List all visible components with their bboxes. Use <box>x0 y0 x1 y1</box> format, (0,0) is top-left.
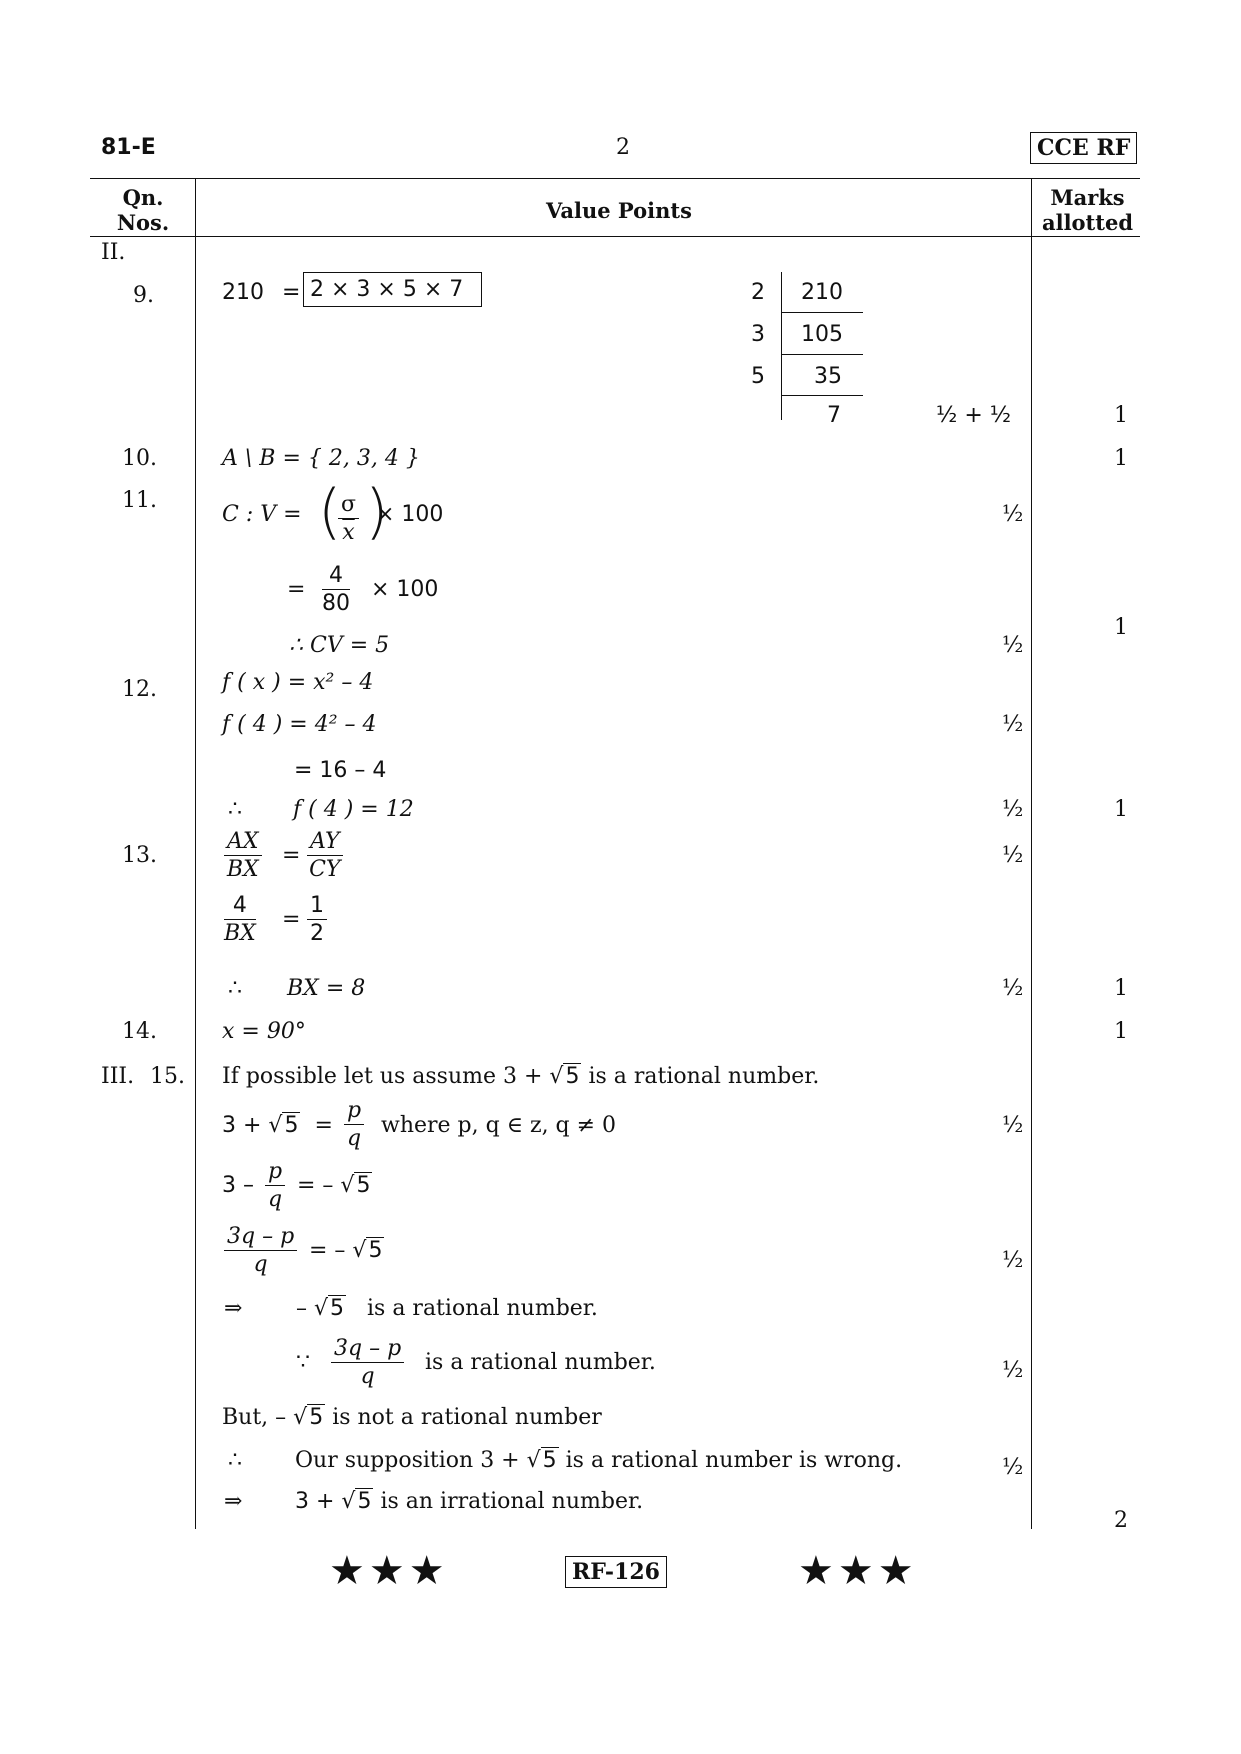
q11-fraction-2 <box>322 562 350 617</box>
col-divider-left <box>195 178 196 1529</box>
q13-result: BX = 8 <box>287 976 366 1001</box>
q15-l1-root: 5 <box>565 1064 580 1089</box>
q9-ladder-rule-3 <box>781 395 863 396</box>
q15-l9-three-plus: 3 + <box>295 1489 335 1514</box>
q15-l9-root: 5 <box>357 1489 372 1514</box>
q9-split-marks: ½ + ½ <box>936 403 1012 428</box>
q12-line-3: = 16 – 4 <box>294 758 387 783</box>
q15-l5-body: – √5 is a rational number. <box>296 1296 598 1321</box>
q9-marks: 1 <box>1114 403 1128 428</box>
q15-l7-root: 5 <box>309 1405 324 1430</box>
q13-bx-2: BX <box>224 921 256 946</box>
marks-header <box>1040 185 1135 235</box>
q11-half-mark-2: ½ <box>1002 633 1024 658</box>
q11-left-paren: ( <box>318 477 342 547</box>
q9-dividend-1: 210 <box>801 280 843 305</box>
question-number-10: 10. <box>122 446 157 471</box>
q15-l3-equals-minus: = – <box>297 1173 334 1198</box>
q13-fraction-ay-cy <box>307 828 343 883</box>
q15-l8-tail: is a rational number is wrong. <box>565 1448 903 1473</box>
col-divider-right <box>1031 178 1032 1529</box>
q12-half-mark-1: ½ <box>1002 712 1024 737</box>
q9-dividend-3: 35 <box>814 364 842 389</box>
q11-times-100b: × 100 <box>371 577 439 602</box>
q15-line-2-lhs: 3 + √5 = <box>222 1113 333 1138</box>
q11-half-mark-1: ½ <box>1002 502 1024 527</box>
q13-ax: AX <box>224 828 262 856</box>
q13-equals-2: = <box>282 907 301 932</box>
q15-l9-implies: ⇒ <box>224 1489 243 1514</box>
question-number-12: 12. <box>122 677 157 702</box>
q15-l2-fraction <box>344 1097 364 1152</box>
q14-expression: x = 90° <box>222 1019 306 1044</box>
q13-cy: CY <box>309 857 341 882</box>
q15-l2-equals: = <box>314 1113 333 1138</box>
q15-l4-equals-minus: = – <box>309 1238 346 1263</box>
q13-equals-1: = <box>282 843 301 868</box>
q12-therefore: ∴ <box>228 797 242 822</box>
q11-right-paren: ) <box>365 477 389 547</box>
series-badge: CCE RF <box>1030 132 1137 164</box>
q14-marks: 1 <box>1114 1019 1128 1044</box>
q15-l2-root: 5 <box>284 1113 299 1138</box>
q11-lhs: C : V = <box>222 502 302 527</box>
q13-therefore: ∴ <box>228 976 242 1001</box>
q9-lhs: 210 <box>222 280 264 305</box>
q15-line-9: 3 + √5 is an irrational number. <box>295 1489 644 1514</box>
q15-l4-denominator: q <box>253 1252 268 1277</box>
q15-l8-therefore: ∴ <box>228 1448 242 1473</box>
q13-one: 1 <box>307 892 327 920</box>
qn-header-line2: Nos. <box>116 210 170 235</box>
page-number: 2 <box>616 135 630 160</box>
q15-l9-text: is an irrational number. <box>380 1489 644 1514</box>
q12-result: f ( 4 ) = 12 <box>293 797 414 822</box>
q15-l2-three-plus: 3 + <box>222 1113 262 1138</box>
q13-fraction-1-2 <box>307 892 327 947</box>
q15-l8-root: 5 <box>542 1448 557 1473</box>
q13-ay: AY <box>307 828 343 856</box>
footer-code-badge: RF-126 <box>565 1556 667 1588</box>
q11-conclusion: ∴ CV = 5 <box>289 633 390 658</box>
q15-l8-text: Our supposition 3 + <box>295 1448 520 1473</box>
q15-l5-implies: ⇒ <box>224 1296 243 1321</box>
q15-l3-root: 5 <box>356 1173 371 1198</box>
q15-l2-p: p <box>344 1097 364 1125</box>
q15-l2-where: where p, q ∈ z, q ≠ 0 <box>381 1113 617 1138</box>
q13-two: 2 <box>310 921 324 946</box>
q15-l2-q: q <box>347 1126 362 1151</box>
q9-ladder-vertical <box>781 272 782 420</box>
q15-l3-three-minus: 3 – <box>222 1173 254 1198</box>
q15-l3-q: q <box>268 1187 283 1212</box>
q11-marks: 1 <box>1114 615 1128 640</box>
q15-l6-denominator: q <box>360 1364 375 1389</box>
section-label-iii: III. <box>101 1064 135 1089</box>
q11-fraction-1 <box>338 491 359 546</box>
q15-l5-minus: – <box>296 1296 307 1321</box>
footer-stars-left: ★★★ <box>329 1548 449 1594</box>
q11-xbar: x <box>342 520 355 545</box>
question-number-13: 13. <box>122 843 157 868</box>
q13-four: 4 <box>224 892 256 920</box>
q11-times-100: × 100 <box>376 502 444 527</box>
q15-l5-text: is a rational number. <box>367 1296 598 1321</box>
q11-denominator: 80 <box>322 591 350 616</box>
q15-l1-tail: is a rational number. <box>588 1064 820 1089</box>
q12-marks: 1 <box>1114 797 1128 822</box>
question-number-11: 11. <box>122 488 157 513</box>
q10-marks: 1 <box>1114 446 1128 471</box>
section-label-ii: II. <box>101 240 126 265</box>
q9-ladder-rule-1 <box>781 312 863 313</box>
q11-sigma: σ <box>338 491 359 519</box>
marks-header-line1: Marks <box>1050 185 1125 210</box>
marks-header-line2: allotted <box>1041 210 1133 235</box>
q10-expression: A \ B = { 2, 3, 4 } <box>222 446 420 471</box>
value-points-header: Value Points <box>546 198 692 223</box>
q15-l4-numerator: 3q – p <box>224 1223 297 1251</box>
q9-quotient: 7 <box>827 403 841 428</box>
q13-fraction-4-bx <box>224 892 256 947</box>
q13-half-mark-2: ½ <box>1002 976 1024 1001</box>
q15-half-mark-2: ½ <box>1002 1248 1024 1273</box>
q15-l4-rhs: = – √5 <box>309 1238 383 1263</box>
q12-half-mark-2: ½ <box>1002 797 1024 822</box>
q9-divisor-3: 5 <box>751 364 765 389</box>
q13-marks: 1 <box>1114 976 1128 1001</box>
q15-line-7: But, – √5 is not a rational number <box>222 1405 602 1430</box>
q15-line-1: If possible let us assume 3 + √5 is a rational number. <box>222 1064 820 1089</box>
question-number-14: 14. <box>122 1019 157 1044</box>
table-top-rule <box>90 178 1140 179</box>
q15-l3-p: p <box>265 1158 285 1186</box>
q11-numerator: 4 <box>322 562 350 590</box>
q13-bx: BX <box>226 857 259 882</box>
q15-l1-text: If possible let us assume 3 + <box>222 1064 543 1089</box>
q15-half-mark-3: ½ <box>1002 1358 1024 1383</box>
table-header-rule <box>90 236 1140 237</box>
q15-half-mark-1: ½ <box>1002 1113 1024 1138</box>
q13-half-mark-1: ½ <box>1002 843 1024 868</box>
q12-line-1: f ( x ) = x² – 4 <box>222 670 374 695</box>
q15-l6-text: is a rational number. <box>425 1350 656 1375</box>
q9-divisor-1: 2 <box>751 280 765 305</box>
q15-l6-numerator: 3q – p <box>331 1335 404 1363</box>
q12-line-2: f ( 4 ) = 4² – 4 <box>222 712 377 737</box>
q9-ladder-rule-2 <box>781 354 863 355</box>
q9-divisor-2: 3 <box>751 322 765 347</box>
q9-equals: = <box>282 280 301 305</box>
q15-l6-fraction <box>331 1335 404 1390</box>
q15-line-8: Our supposition 3 + √5 is a rational number is wrong. <box>295 1448 903 1473</box>
q15-l7-text: is not a rational number <box>332 1405 602 1430</box>
q15-l5-root: 5 <box>330 1296 345 1321</box>
qn-header <box>108 185 178 235</box>
q13-fraction-ax-bx <box>224 828 262 883</box>
question-number-9: 9. <box>133 283 154 308</box>
qn-header-line1: Qn. <box>122 185 164 210</box>
q15-marks: 2 <box>1114 1508 1128 1533</box>
question-number-15: 15. <box>150 1064 185 1089</box>
q15-l4-root: 5 <box>368 1238 383 1263</box>
q15-l6-because: ∵ <box>296 1350 310 1375</box>
paper-code: 81-E <box>101 135 156 160</box>
footer-stars-right: ★★★ <box>798 1548 918 1594</box>
q15-l3-rhs: = – √5 <box>297 1173 371 1198</box>
q15-half-mark-4: ½ <box>1002 1455 1024 1480</box>
q15-l7-but: But, – <box>222 1405 287 1430</box>
q15-l4-fraction <box>224 1223 297 1278</box>
q9-dividend-2: 105 <box>801 322 843 347</box>
q9-factors-box: 2 × 3 × 5 × 7 <box>303 272 482 307</box>
q15-l3-fraction <box>265 1158 285 1213</box>
q11-equals-2: = <box>287 577 306 602</box>
